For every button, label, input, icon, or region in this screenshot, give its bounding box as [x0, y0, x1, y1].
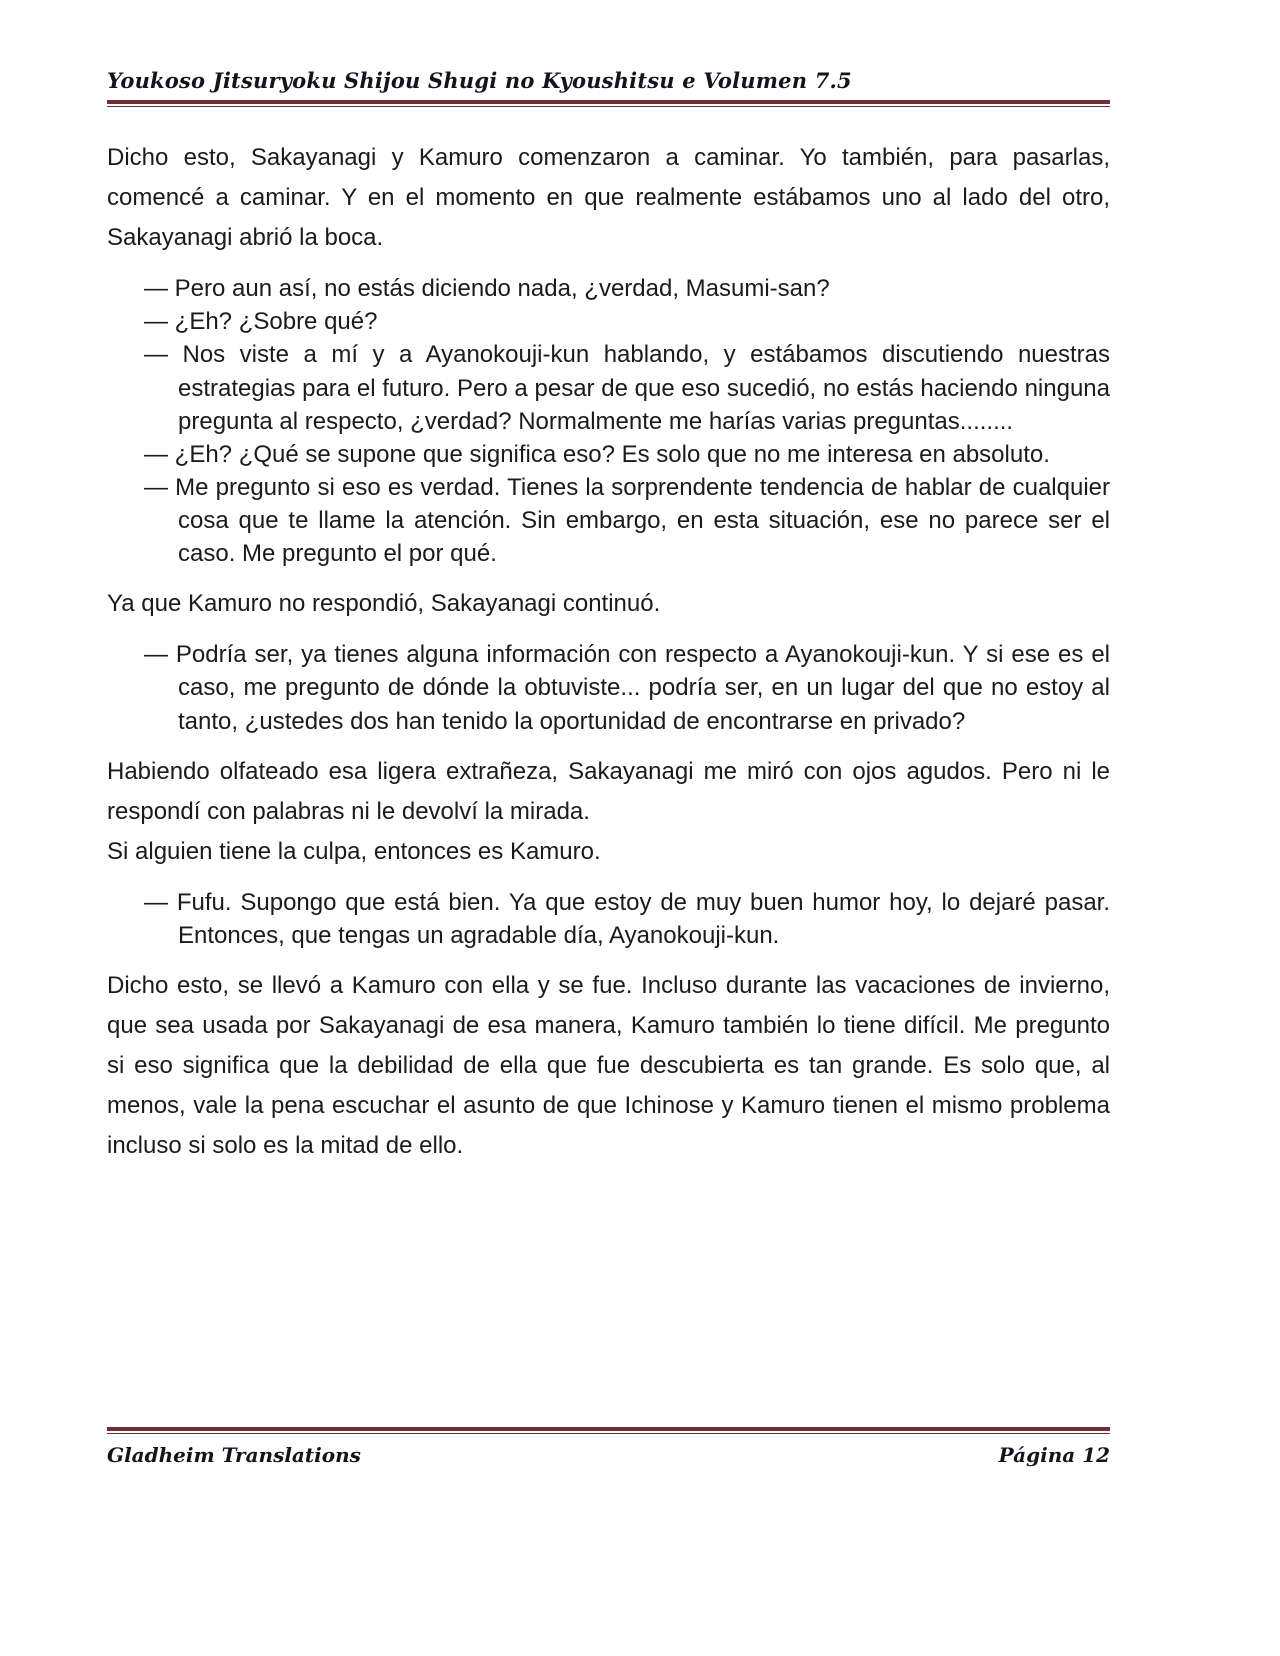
paragraph: Si alguien tiene la culpa, entonces es Kamuro.	[107, 837, 601, 865]
header-title: Youkoso Jitsuryoku Shijou Shugi no Kyoushitsu e Volumen 7.5	[107, 68, 852, 93]
document-body	[107, 138, 1110, 1166]
paragraph: Habiendo olfateado esa ligera extrañeza, Sakayanagi me miró con ojos agudos. Pero ni le respondí con palabras ni le devolví la mirada.	[107, 757, 1110, 825]
paragraph: Dicho esto, Sakayanagi y Kamuro comenzaron a caminar. Yo también, para pasarlas, comencé a caminar. Y en el momento en que realmente estábamos uno al lado del otro, Sakayanagi abrió la boca.	[107, 144, 1110, 252]
footer-row	[107, 1443, 1110, 1467]
dialogue-line: — Nos viste a mí y a Ayanokouji-kun hablando, y estábamos discutiendo nuestras estrategias para el futuro. Pero a pesar de que eso sucedió, no estás haciendo ninguna pregunta al respecto, ¿verdad? Normalmente me harías varias preguntas........	[144, 341, 1110, 435]
footer-rule	[107, 1427, 1110, 1434]
dialogue-line: — ¿Eh? ¿Qué se supone que significa eso? Es solo que no me interesa en absoluto.	[144, 440, 1050, 468]
page-header	[107, 68, 1110, 107]
page-footer	[107, 1420, 1110, 1467]
dialogue-line: — Me pregunto si eso es verdad. Tienes la sorprendente tendencia de hablar de cualquier cosa que te llame la atención. Sin embargo, en esta situación, ese no parece ser el caso. Me pregunto el por qué.	[144, 473, 1110, 568]
dialogue-line: — ¿Eh? ¿Sobre qué?	[144, 308, 378, 336]
footer-page-number: Página 12	[998, 1443, 1110, 1467]
dialogue-line: — Podría ser, ya tienes alguna información con respecto a Ayanokouji-kun. Y si ese es el caso, me pregunto de dónde la obtuviste... podría ser, en un lugar del que no estoy al tanto, ¿ustedes dos han tenido la oportunidad de encontrarse en privado?	[144, 641, 1110, 735]
footer-translator-credit: Gladheim Translations	[107, 1443, 361, 1467]
dialogue-line: — Pero aun así, no estás diciendo nada, ¿verdad, Masumi-san?	[144, 275, 830, 303]
paragraph: Ya que Kamuro no respondió, Sakayanagi continuó.	[107, 590, 661, 618]
paragraph: Dicho esto, se llevó a Kamuro con ella y se fue. Incluso durante las vacaciones de invierno, que sea usada por Sakayanagi de esa manera, Kamuro también lo tiene difícil. Me pregunto si eso significa que la debilidad de ella que fue descubierta es tan grande. Es solo que, al menos, vale la pena escuchar el asunto de que Ichinose y Kamuro tienen el mismo problema incluso si solo es la mitad de ello.	[107, 972, 1110, 1160]
header-rule	[107, 100, 1110, 107]
dialogue-line: — Fufu. Supongo que está bien. Ya que estoy de muy buen humor hoy, lo dejaré pasar. Entonces, que tengas un agradable día, Ayanokouji-kun.	[144, 888, 1110, 949]
